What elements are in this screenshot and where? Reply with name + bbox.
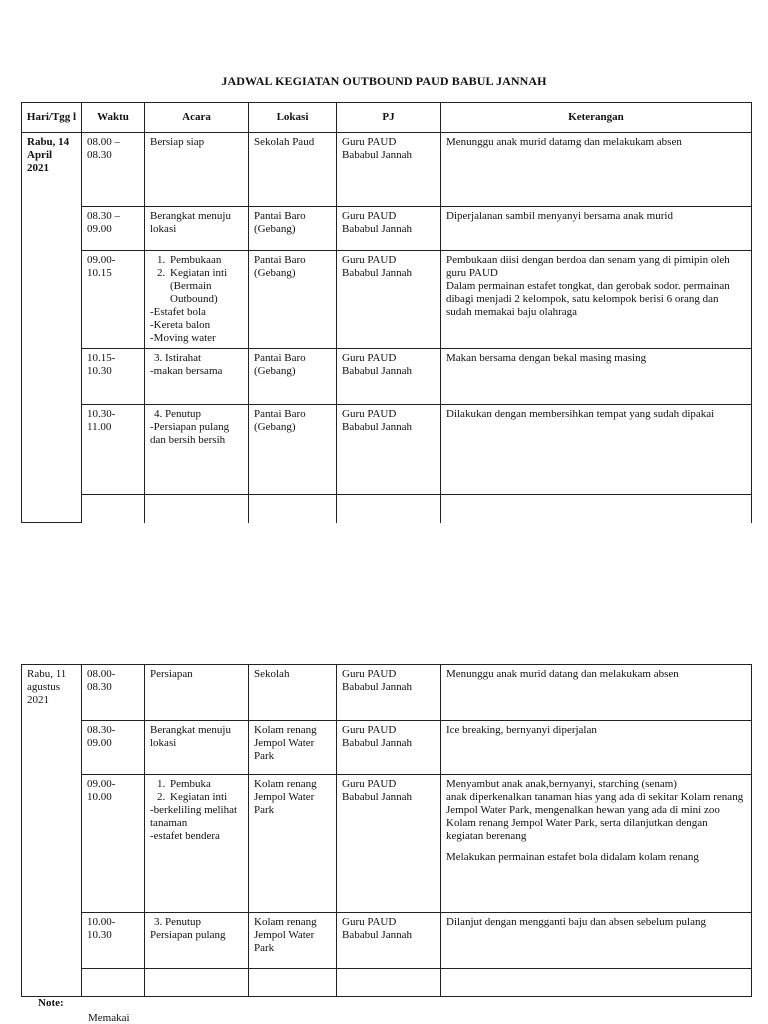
- header-pj: PJ: [337, 103, 441, 133]
- empty-cell: [337, 495, 441, 523]
- waktu-cell: 08.00- 08.30: [82, 665, 145, 721]
- pj-cell: Guru PAUD Bababul Jannah: [337, 251, 441, 349]
- acara-line: 3. Istirahat: [154, 352, 202, 364]
- table-row: [22, 251, 752, 349]
- lokasi-cell: Pantai Baro (Gebang): [249, 349, 337, 405]
- lokasi-cell: Sekolah: [249, 665, 337, 721]
- pj-cell: Guru PAUD Bababul Jannah: [337, 775, 441, 913]
- keterangan-line: Pembukaan diisi dengan berdoa dan senam yang di pimipin oleh guru PAUD: [446, 254, 730, 279]
- acara-line: Berangkat menuju lokasi: [150, 724, 231, 749]
- acara-cell: [145, 913, 249, 969]
- keterangan-line: Makan bersama dengan bekal masing masing: [446, 352, 647, 364]
- day-cell: [22, 133, 82, 523]
- pj-cell: Guru PAUD Bababul Jannah: [337, 133, 441, 207]
- acara-cell: [145, 251, 249, 349]
- acara-cell: [145, 207, 249, 251]
- keterangan-line: Ice breaking, bernyanyi diperjalan: [446, 724, 597, 736]
- empty-cell: [441, 969, 752, 997]
- acara-line: 3. Penutup: [154, 916, 202, 928]
- lokasi-cell: Kolam renang Jempol Water Park: [249, 775, 337, 913]
- waktu-cell: 10.00- 10.30: [82, 913, 145, 969]
- keterangan-cell: [441, 405, 752, 495]
- empty-cell: [145, 969, 249, 997]
- empty-cell: [82, 495, 145, 523]
- day-label: Rabu, 14 April 2021: [27, 136, 70, 174]
- pj-cell: Guru PAUD Bababul Jannah: [337, 405, 441, 495]
- day-cell: [22, 665, 82, 997]
- acara-list-item: 2. Kegiatan inti: [168, 791, 243, 804]
- waktu-cell: 08.00 – 08.30: [82, 133, 145, 207]
- acara-line: Bersiap siap: [150, 136, 205, 148]
- waktu-cell: 09.00- 10.15: [82, 251, 145, 349]
- acara-line: -Moving water: [150, 332, 216, 344]
- empty-cell: [249, 969, 337, 997]
- keterangan-cell: [441, 207, 752, 251]
- acara-cell: [145, 133, 249, 207]
- table-row: [22, 721, 752, 775]
- keterangan-line: Menunggu anak murid datang dan melakukam absen: [446, 668, 679, 680]
- note-label: Note:: [38, 997, 64, 1009]
- waktu-cell: 08.30 – 09.00: [82, 207, 145, 251]
- day-label: Rabu, 11 agustus 2021: [27, 668, 67, 706]
- acara-numbered-list: [150, 778, 243, 804]
- acara-line: -makan bersama: [150, 365, 223, 377]
- keterangan-line: Dalam permainan estafet tongkat, dan gerobak sodor. permainan dibagi menjadi 2 kelompok, satu kelompok berisi 6 orang dan sudah memakai baju olahraga: [446, 280, 730, 318]
- keterangan-cell: [441, 349, 752, 405]
- table-row: [22, 913, 752, 969]
- table-header-row: [22, 103, 752, 133]
- acara-line: -Estafet bola: [150, 306, 206, 318]
- table-row: [22, 405, 752, 495]
- table-row: [22, 775, 752, 913]
- acara-cell: [145, 721, 249, 775]
- keterangan-cell: [441, 913, 752, 969]
- keterangan-line: Dilakukan dengan membersihkan tempat yang sudah dipakai: [446, 408, 715, 420]
- lokasi-cell: Pantai Baro (Gebang): [249, 207, 337, 251]
- header-acara: Acara: [145, 103, 249, 133]
- table-row-empty: [22, 495, 752, 523]
- empty-cell: [337, 969, 441, 997]
- acara-list-item: 1. Pembukaan: [168, 254, 243, 267]
- table-row: [22, 133, 752, 207]
- acara-cell: [145, 349, 249, 405]
- header-hari: Hari/Tgg l: [22, 103, 82, 133]
- table-row: [22, 665, 752, 721]
- note-text: Memakai: [88, 1012, 130, 1024]
- acara-line: Berangkat menuju lokasi: [150, 210, 231, 235]
- lokasi-cell: Pantai Baro (Gebang): [249, 251, 337, 349]
- schedule-table-1: [21, 102, 752, 523]
- header-waktu: Waktu: [82, 103, 145, 133]
- table-row: [22, 349, 752, 405]
- keterangan-line: Menyambut anak anak,bernyanyi, starching (senam): [446, 778, 677, 790]
- acara-numbered-list: [150, 254, 243, 306]
- acara-line: Persiapan: [150, 668, 193, 680]
- waktu-cell: 08.30- 09.00: [82, 721, 145, 775]
- acara-list-item: 1. Pembuka: [168, 778, 243, 791]
- keterangan-cell: [441, 721, 752, 775]
- acara-line: -berkeliling melihat tanaman: [150, 804, 238, 829]
- header-keterangan: Keterangan: [441, 103, 752, 133]
- acara-cell: [145, 775, 249, 913]
- waktu-cell: 10.15- 10.30: [82, 349, 145, 405]
- header-lokasi: Lokasi: [249, 103, 337, 133]
- schedule-table-2: [21, 664, 752, 997]
- acara-line: -estafet bendera: [150, 830, 220, 842]
- keterangan-line: Melakukan permainan estafet bola didalam kolam renang: [446, 851, 699, 863]
- acara-line: -Persiapan pulang dan bersih bersih: [150, 421, 230, 446]
- acara-list-item: 2. Kegiatan inti (Bermain Outbound): [168, 267, 243, 306]
- waktu-cell: 09.00- 10.00: [82, 775, 145, 913]
- keterangan-line: anak diperkenalkan tanaman hias yang ada di sekitar Kolam renang Jempol Water Park, mengenalkan hewan yang ada di mini zoo Kolam renang Jempol Water Park, serta dilanjutkan dengan kegiatan berenang: [446, 791, 744, 842]
- empty-cell: [82, 969, 145, 997]
- acara-cell: [145, 665, 249, 721]
- empty-cell: [145, 495, 249, 523]
- keterangan-line: Dilanjut dengan mengganti baju dan absen sebelum pulang: [446, 916, 706, 928]
- table-row: [22, 207, 752, 251]
- lokasi-cell: Sekolah Paud: [249, 133, 337, 207]
- lokasi-cell: Kolam renang Jempol Water Park: [249, 721, 337, 775]
- lokasi-cell: Pantai Baro (Gebang): [249, 405, 337, 495]
- lokasi-cell: Kolam renang Jempol Water Park: [249, 913, 337, 969]
- acara-line: 4. Penutup: [154, 408, 202, 420]
- pj-cell: Guru PAUD Bababul Jannah: [337, 721, 441, 775]
- waktu-cell: 10.30- 11.00: [82, 405, 145, 495]
- table-row-empty: [22, 969, 752, 997]
- empty-cell: [249, 495, 337, 523]
- keterangan-cell: [441, 133, 752, 207]
- pj-cell: Guru PAUD Bababul Jannah: [337, 349, 441, 405]
- pj-cell: Guru PAUD Bababul Jannah: [337, 665, 441, 721]
- empty-cell: [441, 495, 752, 523]
- keterangan-cell: [441, 775, 752, 913]
- keterangan-cell: [441, 251, 752, 349]
- acara-line: -Kereta balon: [150, 319, 211, 331]
- keterangan-line: Menunggu anak murid datamg dan melakukam absen: [446, 136, 682, 148]
- acara-line: Persiapan pulang: [150, 929, 226, 941]
- document-title: JADWAL KEGIATAN OUTBOUND PAUD BABUL JANNAH: [221, 74, 547, 88]
- keterangan-line: Diperjalanan sambil menyanyi bersama anak murid: [446, 210, 673, 222]
- pj-cell: Guru PAUD Bababul Jannah: [337, 207, 441, 251]
- keterangan-cell: [441, 665, 752, 721]
- acara-cell: [145, 405, 249, 495]
- pj-cell: Guru PAUD Bababul Jannah: [337, 913, 441, 969]
